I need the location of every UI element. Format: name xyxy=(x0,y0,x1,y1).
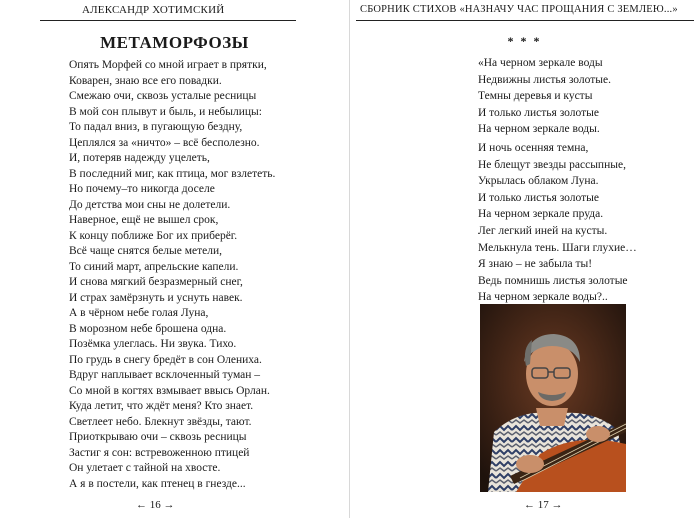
poem-line: Вдруг наплывает всклоченный туман – xyxy=(69,369,261,381)
page-number-16: ← 16 → xyxy=(136,499,175,511)
poem-line: Застиг я сон: встревоженною птицей xyxy=(69,446,250,459)
poem-line: Ведь помнишь листья золотые xyxy=(478,274,628,287)
poem-line: На черном зеркале пруда. xyxy=(478,208,604,220)
poem-line: Но почему–то никогда доселе xyxy=(69,183,215,195)
page-number-17: ← 17 → xyxy=(524,499,563,511)
stanza-1 xyxy=(478,55,611,138)
poem-line: Коварен, знаю все его повадки. xyxy=(69,74,222,87)
poem-line: К концу поближе Бог их приберёг. xyxy=(69,229,238,242)
poem-line: То синий март, апрельские капели. xyxy=(69,260,239,273)
poem-line: На черном зеркале воды?.. xyxy=(478,291,608,303)
poem-line: Не блещут звезды рассыпные, xyxy=(478,158,626,171)
poem-line: Приоткрываю очи – сквозь ресницы xyxy=(69,431,247,443)
poem-line: Темны деревья и кусты xyxy=(478,90,593,102)
poem-metamorphoses xyxy=(69,58,275,492)
right-page xyxy=(350,0,699,518)
poem-line: Светлеет небо. Блекнут звёзды, тают. xyxy=(69,415,252,428)
stanza-3 xyxy=(478,223,637,306)
poem-line: Он улетает с тайной на хвосте. xyxy=(69,462,221,474)
poem-line: Позёмка улеглась. Ни звука. Тихо. xyxy=(69,338,237,350)
poem-line: Куда летит, что ждёт меня? Кто знает. xyxy=(69,400,254,412)
poem-line: Смежаю очи, сквозь усталые ресницы xyxy=(69,90,257,102)
running-header-author: АЛЕКСАНДР ХОТИМСКИЙ xyxy=(82,4,225,16)
poem-line: А в чёрном небе голая Луна, xyxy=(69,307,209,319)
poem-line: И снова мягкий безразмерный снег, xyxy=(69,276,243,288)
header-rule xyxy=(356,20,694,21)
poem-line: Опять Морфей со мной играет в прятки, xyxy=(69,59,267,71)
poem-title: МЕТАМОРФОЗЫ xyxy=(100,33,249,52)
author-photo xyxy=(480,304,626,492)
poem-line: То падал вниз, в пугающую бездну, xyxy=(69,121,243,133)
poem-line: До детства мои сны не долетели. xyxy=(69,198,231,211)
poem-line: Я знаю – не забыла ты! xyxy=(478,258,593,270)
poem-line: «На черном зеркале воды xyxy=(478,57,603,69)
poem-line: Недвижны листья золотые. xyxy=(478,73,611,86)
stanza-2 xyxy=(478,140,626,223)
poem-line: Мелькнула тень. Шаги глухие… xyxy=(478,241,637,254)
poem-line: Всё чаще снятся белые метели, xyxy=(69,245,222,257)
poem-line: По грудь в снегу бредёт в сон Олениха. xyxy=(69,353,262,366)
man-with-guitar-illustration xyxy=(480,304,626,492)
running-header-collection: СБОРНИК СТИХОВ «НАЗНАЧУ ЧАС ПРОЩАНИЯ С ЗЕМЛЕЮ...» xyxy=(360,4,678,15)
poem-separator: * * * xyxy=(507,34,542,48)
poem-line: На черном зеркале воды. xyxy=(478,123,600,135)
poem-line: И, потеряв надежду уцелеть, xyxy=(69,152,210,164)
poem-line: И страх замёрзнуть и уснуть навек. xyxy=(69,291,243,304)
poem-line: Укрылась облаком Луна. xyxy=(478,175,599,187)
poem-line: В морозном небе брошена одна. xyxy=(69,322,227,335)
poem-line: Лег легкий иней на кусты. xyxy=(478,225,608,237)
poem-line: А я в постели, как птенец в гнезде... xyxy=(69,477,246,490)
poem-line: И только листья золотые xyxy=(478,106,599,119)
poem-line: В последний миг, как птица, мог взлететь. xyxy=(69,167,276,180)
poem-line: Цеплялся за «ничто» – всё бесполезно. xyxy=(69,136,260,149)
header-rule xyxy=(40,20,296,21)
poem-line: И ночь осенняя темна, xyxy=(478,142,589,154)
poem-line: В мой сон плывут и быль, и небылицы: xyxy=(69,105,262,118)
left-page xyxy=(0,0,349,518)
poem-line: Со мной в когтях взмывает ввысь Орлан. xyxy=(69,384,270,397)
poem-line: И только листья золотые xyxy=(478,191,599,204)
poem-line: Наверное, ещё не вышел срок, xyxy=(69,214,219,226)
